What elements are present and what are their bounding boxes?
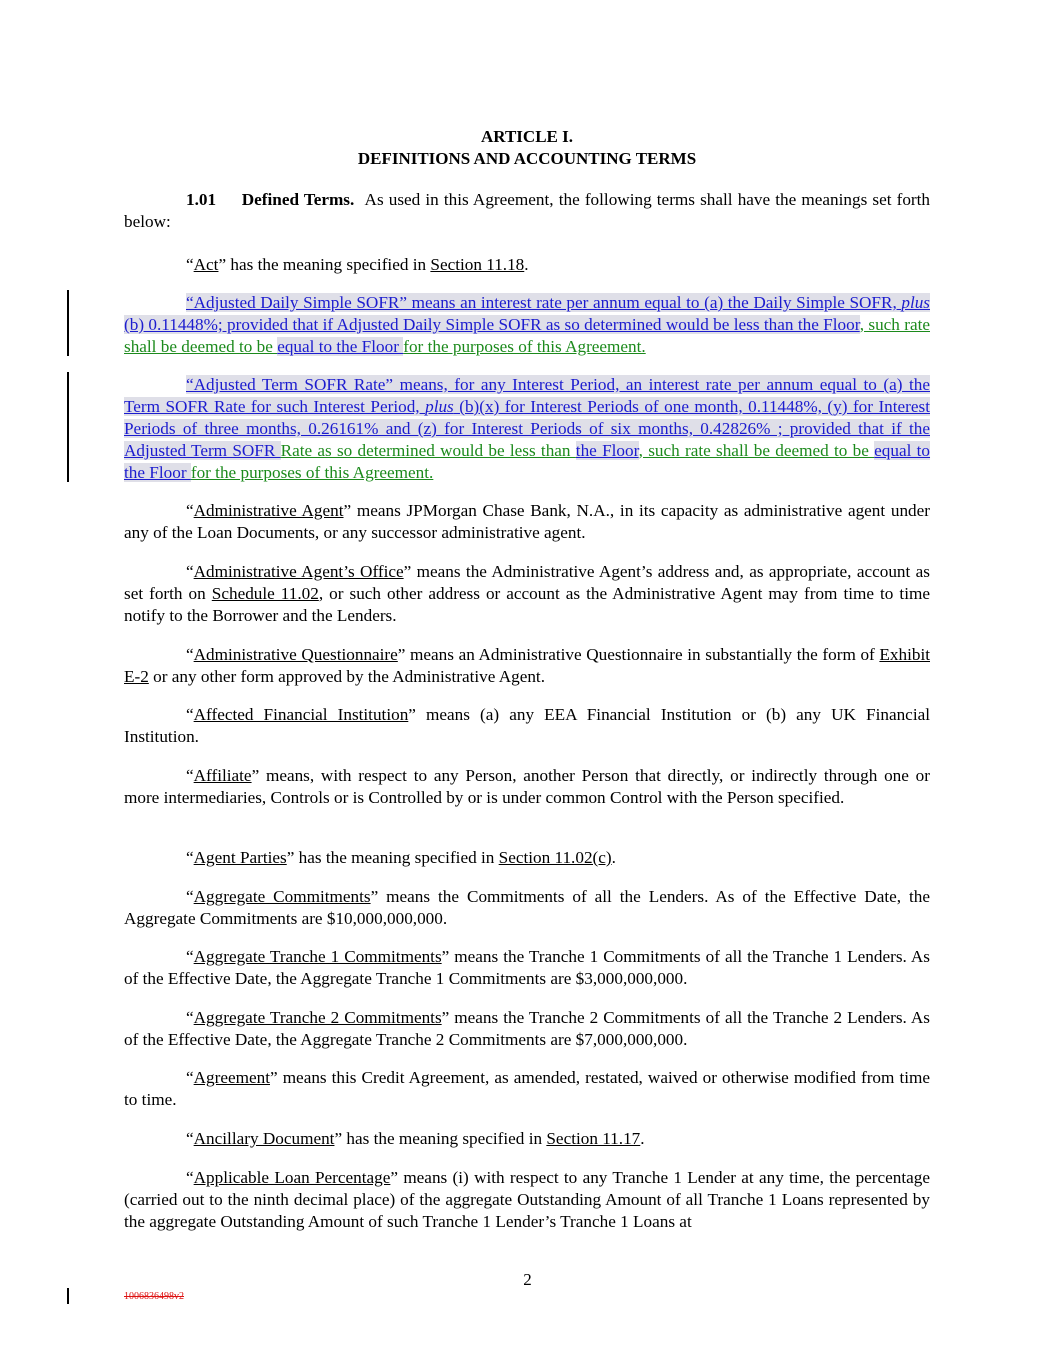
- section-number: 1.01: [186, 190, 217, 209]
- ref-section-11-18[interactable]: Section 11.18: [430, 255, 525, 274]
- def-agent-parties: “Agent Parties” has the meaning specified in Section 11.02(c).: [186, 848, 616, 867]
- def-applicable-loan-percentage: “Applicable Loan Percentage” means (i) with respect to any Tranche 1 Lender at any time, the percentage (carried out to the ninth decimal place) of the aggregate Outstanding Amount of all Tranche 1 Loans represented by the aggregate Outstanding Amount of such Tranche 1 Lender’s Tranche 1 Loans at: [124, 1168, 931, 1231]
- section-heading: Defined Terms.: [241, 190, 355, 209]
- change-bar: [67, 290, 69, 356]
- def-ancillary-document: “Ancillary Document” has the meaning specified in Section 11.17.: [186, 1129, 645, 1148]
- def-agreement: “Agreement” means this Credit Agreement, as amended, restated, waived or otherwise modified from time to time.: [124, 1068, 930, 1109]
- def-administrative-agent: “Administrative Agent” means JPMorgan Chase Bank, N.A., in its capacity as administrative agent under any of the Loan Documents, or any successor administrative agent.: [124, 501, 930, 542]
- section-intro: As used in this Agreement, the following terms shall have the meanings set forth below:: [124, 190, 931, 231]
- def-aggregate-tranche-1-commitments: “Aggregate Tranche 1 Commitments” means the Tranche 1 Commitments of all the Tranche 1 Lenders. As of the Effective Date, the Aggregate Tranche 1 Commitments are $3,000,000,000.: [124, 947, 930, 988]
- change-bar: [67, 372, 69, 482]
- def-act: “Act” has the meaning specified in Section 11.18.: [186, 255, 529, 274]
- def-aggregate-commitments: “Aggregate Commitments” means the Commitments of all the Lenders. As of the Effective Date, the Aggregate Commitments are $10,000,000,000.: [124, 887, 930, 928]
- def-affected-financial-institution: “Affected Financial Institution” means (a) any EEA Financial Institution or (b) any UK Financial Institution.: [124, 705, 930, 746]
- def-adjusted-term-sofr-rate: “Adjusted Term SOFR Rate” means, for any Interest Period, an interest rate per annum equal to (a) the Term SOFR Rate for such Interest Period, plus (b)(x) for Interest Periods of one month, 0.11448%, (y) for Interest Periods of three months, 0.26161% and (z) for Interest Periods of six months, 0.42826% ; provided that if the Adjusted Term SOFR Rate as so determined would be less than the Floor, such rate shall be deemed to be equal to the Floor for the purposes of this Agreement.: [124, 375, 931, 482]
- article-number: ARTICLE I.: [481, 127, 573, 146]
- term-act: Act: [193, 255, 219, 274]
- def-administrative-agents-office: “Administrative Agent’s Office” means the Administrative Agent’s address and, as appropriate, account as set forth on Schedule 11.02, or such other address or account as the Administrative Agent may from time to time notify to the Borrower and the Lenders.: [124, 562, 930, 625]
- ref-section-11-17[interactable]: Section 11.17: [546, 1129, 641, 1148]
- change-bar: [67, 1288, 69, 1304]
- ref-schedule-11-02[interactable]: Schedule 11.02: [211, 584, 319, 603]
- ref-section-11-02c[interactable]: Section 11.02(c): [498, 848, 612, 867]
- article-heading: [124, 126, 930, 170]
- page-number: 2: [523, 1270, 532, 1289]
- ref-exhibit-e-2[interactable]: Exhibit E-2: [124, 645, 930, 686]
- section-1-01: [124, 189, 930, 233]
- def-aggregate-tranche-2-commitments: “Aggregate Tranche 2 Commitments” means the Tranche 2 Commitments of all the Tranche 2 Lenders. As of the Effective Date, the Aggregate Tranche 2 Commitments are $7,000,000,000.: [124, 1008, 930, 1049]
- def-affiliate: “Affiliate” means, with respect to any Person, another Person that directly, or indirectly through one or more intermediaries, Controls or is Controlled by or is under common Control with the Person specified.: [124, 766, 930, 807]
- def-administrative-questionnaire: “Administrative Questionnaire” means an Administrative Questionnaire in substantially the form of Exhibit E-2 or any other form approved by the Administrative Agent.: [124, 645, 930, 686]
- document-id: 1006836498v2: [124, 1291, 184, 1302]
- def-adjusted-daily-simple-sofr: “Adjusted Daily Simple SOFR” means an interest rate per annum equal to (a) the Daily Simple SOFR, plus (b) 0.11448%; provided that if Adjusted Daily Simple SOFR as so determined would be less than the Floor, such rate shall be deemed to be equal to the Floor for the purposes of this Agreement.: [124, 293, 930, 356]
- article-title: DEFINITIONS AND ACCOUNTING TERMS: [357, 149, 697, 168]
